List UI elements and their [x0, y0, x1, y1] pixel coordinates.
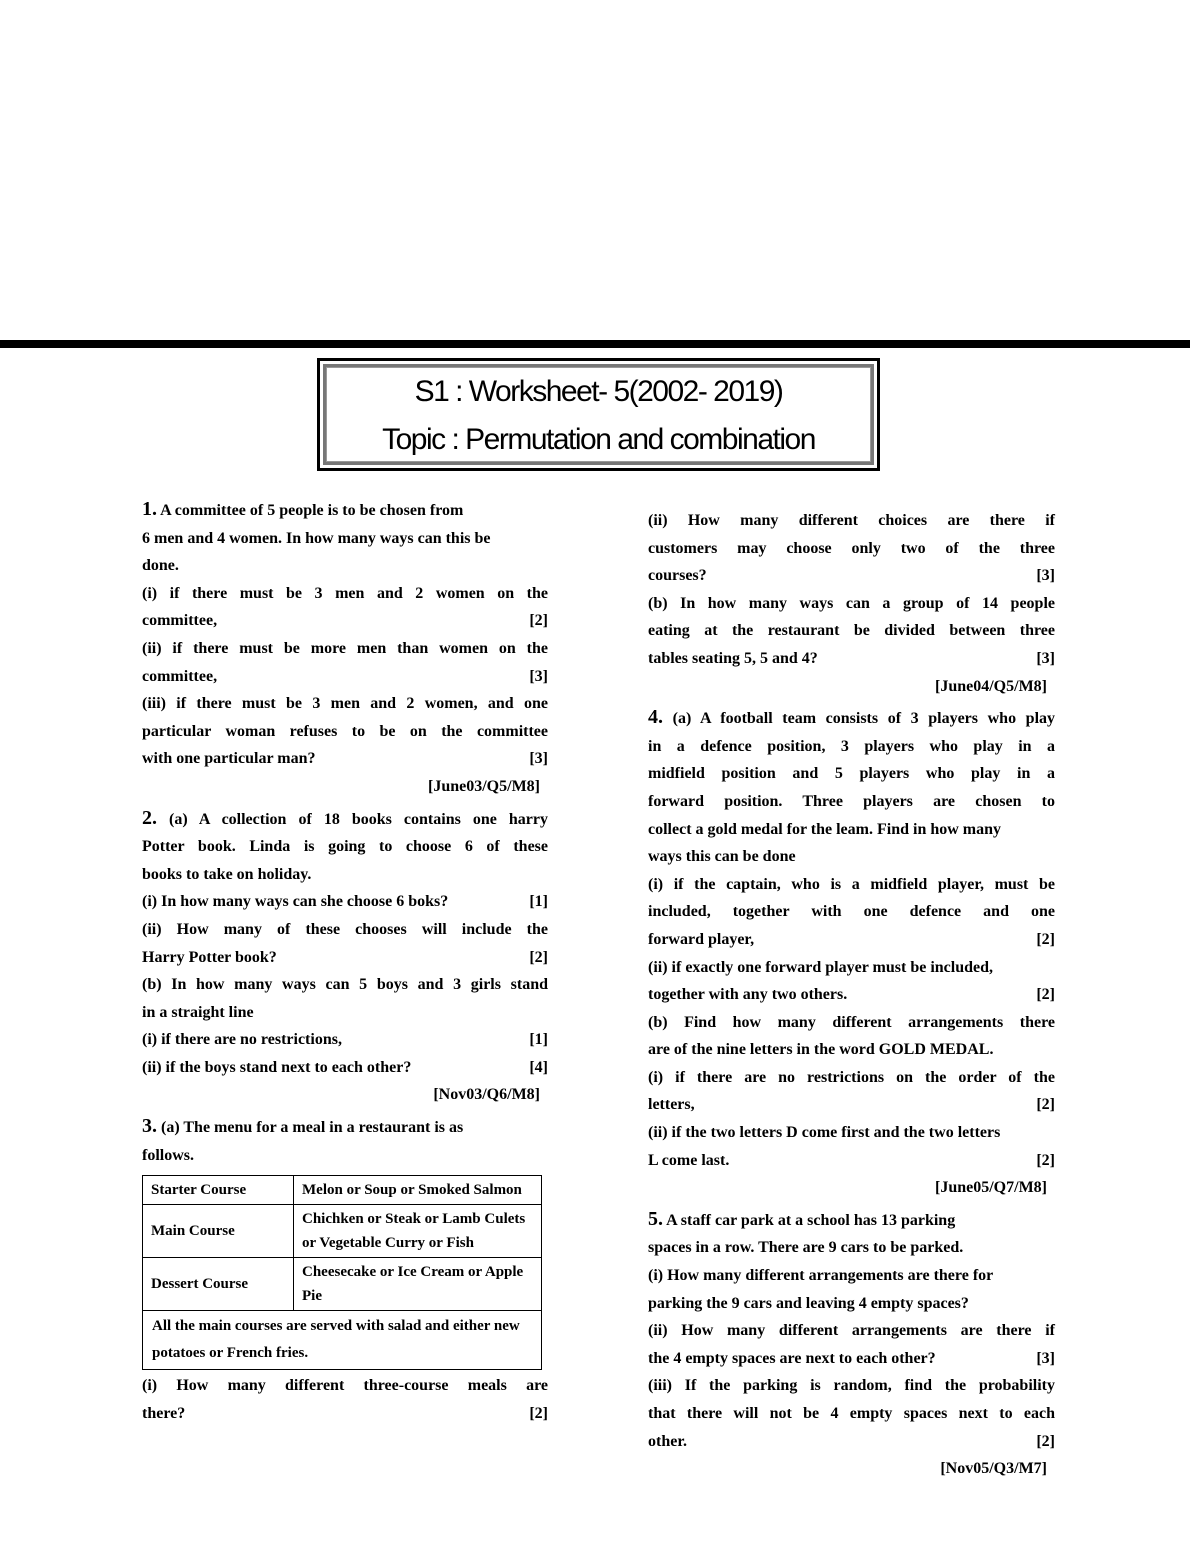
menu-course-dessert: Dessert Course — [143, 1258, 294, 1311]
q1-line: committee, — [142, 612, 218, 630]
q4-line: midfield position and 5 players who play in a — [648, 765, 1055, 783]
q1-line: particular woman refuses to be on the committee — [142, 722, 548, 740]
q2-line: Potter book. Linda is going to choose 6 of these — [142, 838, 548, 856]
q4-line: together with any two others. — [648, 986, 848, 1004]
question-3 — [142, 1113, 548, 1427]
q1-line: A committee of 5 people is to be chosen from — [160, 502, 464, 519]
q4-line: in a defence position, 3 players who play in a — [648, 737, 1055, 755]
q3-reference: [June04/Q5/M8] — [935, 677, 1047, 695]
q5-line: parking the 9 cars and leaving 4 empty spaces? — [648, 1294, 969, 1312]
q5-marks-ii: [3] — [1036, 1349, 1055, 1367]
q3-part-b: (b) In how many ways can a group of 14 people — [648, 594, 1055, 612]
menu-course-main: Main Course — [143, 1205, 294, 1258]
q1-part-iii: (iii) if there must be 3 men and 2 women, and one — [142, 695, 548, 713]
q3-line: eating at the restaurant be divided between three — [648, 622, 1055, 640]
menu-course-starter: Starter Course — [143, 1176, 294, 1205]
q2-reference: [Nov03/Q6/M8] — [433, 1086, 540, 1104]
q2-line: in a straight line — [142, 1003, 254, 1021]
q4-line: forward player, — [648, 930, 755, 948]
q1-marks-ii: [3] — [529, 667, 548, 685]
title-box — [317, 358, 880, 471]
question-1 — [142, 496, 548, 801]
q1-line: 6 men and 4 women. In how many ways can this be — [142, 529, 491, 547]
menu-note: All the main courses are served with salad and either new potatoes or French fries. — [143, 1311, 542, 1370]
q2-marks-b-i: [1] — [529, 1031, 548, 1049]
q4-line: are of the nine letters in the word GOLD MEDAL. — [648, 1041, 994, 1059]
q1-line: done. — [142, 557, 179, 575]
q4-part-b-ii: (ii) if the two letters D come first and the two letters — [648, 1124, 1001, 1142]
table-row — [143, 1311, 542, 1370]
q2-part-a-ii: (ii) How many of these chooses will include the — [142, 920, 548, 938]
q3-part-a-i: (i) How many different three-course meals are — [142, 1377, 548, 1395]
right-column — [648, 507, 1055, 1483]
q4-line: forward position. Three players are chosen to — [648, 792, 1055, 810]
q5-line: A staff car park at a school has 13 parking — [666, 1211, 956, 1229]
q4-part-b: (b) Find how many different arrangements there — [648, 1013, 1055, 1031]
q4-marks-b-ii: [2] — [1036, 1151, 1055, 1169]
q4-part-b-i: (i) if there are no restrictions on the order of the — [648, 1068, 1055, 1086]
q5-reference: [Nov05/Q3/M7] — [940, 1460, 1047, 1478]
q2-line: books to take on holiday. — [142, 865, 312, 883]
q1-line: with one particular man? — [142, 750, 316, 768]
q5-line: the 4 empty spaces are next to each other? — [648, 1349, 936, 1367]
table-row — [143, 1205, 542, 1258]
q2-part-b-ii: (ii) if the boys stand next to each other? — [142, 1058, 412, 1076]
header-rule — [0, 340, 1190, 348]
q5-line: other. — [648, 1432, 687, 1450]
q2-marks-a-ii: [2] — [529, 948, 548, 966]
question-2 — [142, 805, 548, 1110]
left-column — [142, 496, 548, 1427]
question-3-continued — [648, 507, 1055, 700]
q1-part-ii: (ii) if there must be more men than women on the — [142, 639, 548, 657]
q3-marks-b: [3] — [1036, 649, 1055, 667]
q2-marks-a-i: [1] — [529, 893, 548, 911]
q3-line: courses? — [648, 567, 707, 585]
q4-reference: [June05/Q7/M8] — [935, 1179, 1047, 1197]
question-4 — [648, 704, 1055, 1202]
q2-line: Harry Potter book? — [142, 948, 277, 966]
q2-line: (a) A collection of 18 books contains one harry — [169, 810, 549, 828]
q3-line: (a) The menu for a meal in a restaurant is as — [161, 1119, 464, 1137]
menu-options-main: Chichken or Steak or Lamb Culets or Vegetable Curry or Fish — [294, 1205, 542, 1258]
worksheet-title: S1 : Worksheet- 5(2002- 2019) — [414, 375, 783, 408]
q3-line: there? — [142, 1404, 186, 1422]
q3-line: follows. — [142, 1146, 194, 1164]
menu-options-dessert: Cheesecake or Ice Cream or Apple Pie — [294, 1258, 542, 1311]
q4-line: ways this can be done — [648, 848, 796, 866]
q3-part-a-ii: (ii) How many different choices are there if — [648, 512, 1055, 529]
q3-line: customers may choose only two of the three — [648, 539, 1055, 557]
table-row — [143, 1258, 542, 1311]
q3-line: tables seating 5, 5 and 4? — [648, 649, 818, 667]
q1-reference: [June03/Q5/M8] — [428, 777, 540, 795]
q4-marks-b-i: [2] — [1036, 1096, 1055, 1114]
q4-part-a-ii: (ii) if exactly one forward player must be included, — [648, 958, 994, 976]
menu-table — [142, 1175, 542, 1370]
q2-part-b-i: (i) if there are no restrictions, — [142, 1031, 342, 1049]
q4-line: L come last. — [648, 1151, 730, 1169]
q5-marks-iii: [2] — [1036, 1432, 1055, 1450]
q2-marks-b-ii: [4] — [529, 1058, 548, 1076]
q4-marks-a-ii: [2] — [1036, 986, 1055, 1004]
q2-part-b: (b) In how many ways can 5 boys and 3 girls stand — [142, 976, 548, 994]
q4-marks-a-i: [2] — [1036, 930, 1055, 948]
q4-line: included, together with one defence and one — [648, 903, 1055, 921]
q2-part-a-i: (i) In how many ways can she choose 6 boks? — [142, 893, 449, 911]
q1-line: committee, — [142, 667, 218, 685]
question-5 — [648, 1206, 1055, 1483]
q4-line: collect a gold medal for the leam. Find in how many — [648, 820, 1002, 838]
q1-number: 1. — [142, 498, 157, 520]
q5-part-iii: (iii) If the parking is random, find the probability — [648, 1377, 1055, 1395]
q3-number: 3. — [142, 1115, 157, 1138]
q1-part-i: (i) if there must be 3 men and 2 women on the — [142, 584, 548, 602]
q5-part-i: (i) How many different arrangements are there for — [648, 1267, 994, 1285]
q1-marks-i: [2] — [529, 612, 548, 630]
q4-line: letters, — [648, 1096, 695, 1114]
q1-marks-iii: [3] — [529, 750, 548, 768]
worksheet-topic: Topic : Permutation and combination — [382, 423, 815, 456]
q4-line: (a) A football team consists of 3 players who play — [672, 710, 1056, 728]
q4-part-a-i: (i) if the captain, who is a midfield player, must be — [648, 875, 1055, 893]
q2-number: 2. — [142, 806, 157, 829]
q5-line: that there will not be 4 empty spaces next to each — [648, 1405, 1055, 1422]
q3-marks-a-i: [2] — [529, 1404, 548, 1422]
q5-number: 5. — [648, 1207, 663, 1230]
q4-number: 4. — [648, 706, 663, 729]
q5-part-ii: (ii) How many different arrangements are there if — [648, 1322, 1055, 1340]
table-row — [143, 1176, 542, 1205]
q3-marks-a-ii: [3] — [1036, 567, 1055, 585]
q5-line: spaces in a row. There are 9 cars to be parked. — [648, 1239, 964, 1257]
menu-options-starter: Melon or Soup or Smoked Salmon — [294, 1176, 542, 1205]
